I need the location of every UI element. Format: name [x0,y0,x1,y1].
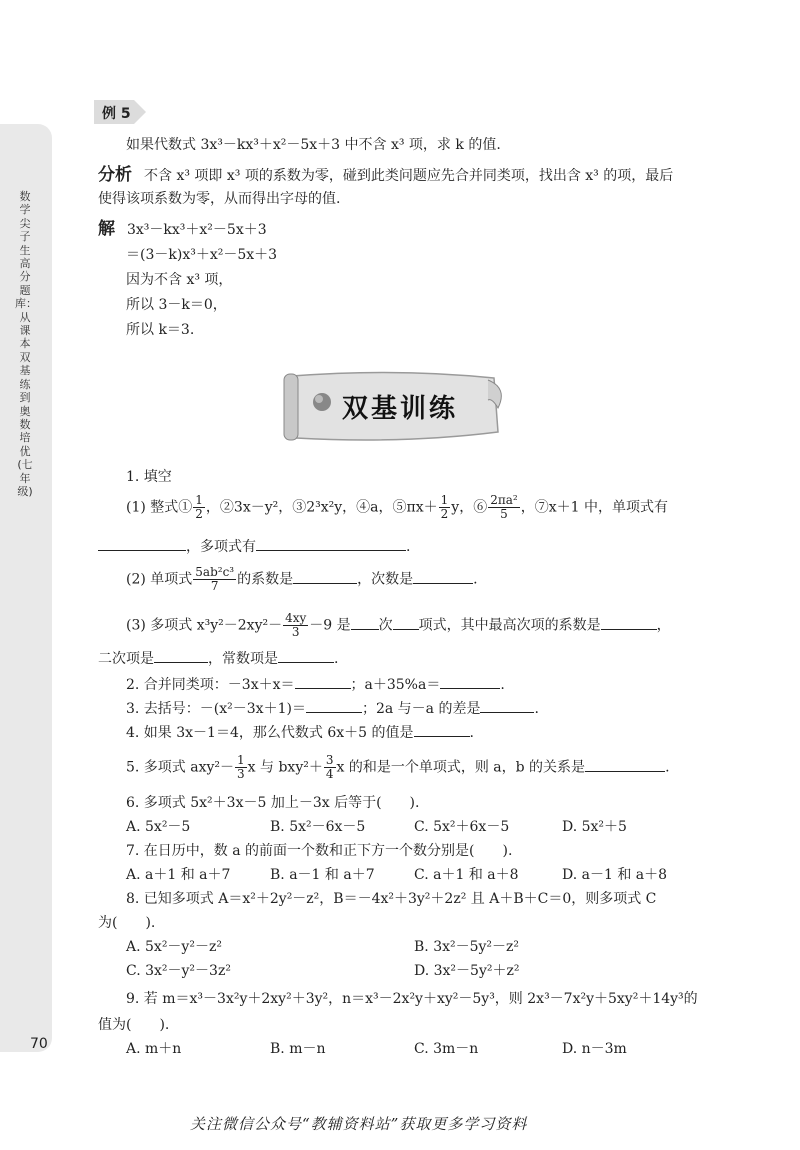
q1-part2 [126,566,478,593]
q1-part3-line2 [98,648,338,668]
q1p1-text-b: ，②3x－y²，③2³x²y，④a，⑤πx＋ [205,499,438,516]
fraction [488,494,520,521]
q1p3-text-g: ，常数项是 [208,651,278,667]
q1p3-text-f: 二次项是 [98,651,154,667]
q3-text-c: . [534,701,539,717]
q2 [126,674,505,694]
q1p2-text-b: 的系数是 [237,571,294,588]
q6-option-a[interactable]: A. 5x²－5 [126,819,191,835]
q1-head: 1. 填空 [126,469,172,485]
q1p3-text-d: 项式，其中最高次项的系数是 [418,617,601,634]
q1p2-text-a: (2) 单项式 [126,571,193,588]
numerator: 1 [237,753,245,767]
solution-text-3: 因为不含 x³ 项， [126,272,233,288]
answer-blank[interactable] [585,757,665,772]
answer-blank[interactable] [351,615,379,630]
answer-blank[interactable] [278,648,334,663]
q6-option-d[interactable]: D. 5x²＋5 [562,819,627,835]
analysis-tag: 分析 [98,165,132,185]
fraction [439,494,451,521]
q6-option-b[interactable]: B. 5x²－6x－5 [270,819,366,835]
q1p1-text-a: (1) 整式① [126,499,193,516]
numerator: 3 [325,753,334,767]
section-title: 双基训练 [342,394,459,424]
fraction [235,754,247,781]
section-banner [282,368,512,448]
analysis-line-1 [98,160,673,185]
answer-blank[interactable] [295,674,351,689]
denominator: 7 [210,579,219,593]
answer-blank[interactable] [601,615,657,630]
footer-watermark: 关注微信公众号“教辅资料站”获取更多学习资料 [190,1115,528,1133]
q7-option-b[interactable]: B. a－1 和 a＋7 [270,867,375,883]
q8-option-a[interactable]: A. 5x²－y²－z² [126,939,222,955]
answer-blank[interactable] [440,674,500,689]
example-question: 如果代数式 3x³－kx³＋x²－5x＋3 中不含 x³ 项，求 k 的值. [126,137,501,153]
fraction [193,494,205,521]
q5-text-a: 5. 多项式 axy²－ [126,759,235,776]
q8-option-d[interactable]: D. 3x²－5y²＋z² [414,963,520,979]
q9-line-1: 9. 若 m＝x³－3x²y＋2xy²＋3y²，n＝x³－2x²y＋xy²－5y³，则 2x³－7x²y＋5xy²＋14y³的 [126,991,698,1007]
page-number: 70 [30,1036,48,1052]
q1-part3-line1 [126,612,671,639]
q1p2-text-c: ，次数是 [357,571,414,588]
q1p3-text-h: . [334,651,339,667]
denominator: 3 [291,625,300,639]
q9-option-d[interactable]: D. n－3m [562,1041,627,1057]
denominator: 2 [195,507,203,521]
example-badge [94,100,146,124]
q1-part1-line2 [98,536,410,556]
q7-option-a[interactable]: A. a＋1 和 a＋7 [126,867,231,883]
q9-line-2: 值为( ). [98,1017,170,1033]
answer-blank[interactable] [98,536,186,551]
answer-blank[interactable] [414,722,470,737]
q1p3-text-a: (3) 多项式 x³y²－2xy²－ [126,617,283,634]
q7-option-d[interactable]: D. a－1 和 a＋8 [562,867,668,883]
answer-blank[interactable] [154,648,208,663]
q2-text-b: ；a＋35%a＝ [350,677,441,693]
q8-line-2: 为( ). [98,915,156,931]
q1-part1-line1 [126,494,668,521]
q7-option-c[interactable]: C. a＋1 和 a＋8 [414,867,519,883]
q4-text-a: 4. 如果 3x－1＝4，那么代数式 6x＋5 的值是 [126,725,414,741]
denominator: 5 [500,507,508,521]
answer-blank[interactable] [480,698,534,713]
q5-text-c: x 的和是一个单项式，则 a，b 的关系是 [336,759,586,776]
numerator: 5ab²c³ [195,565,235,579]
q5 [126,754,670,781]
q1p1-text-d: ，⑦x＋1 中，单项式有 [520,499,668,516]
fraction [193,566,236,593]
analysis-text-2: 使得该项系数为零，从而得出字母的值. [98,191,341,207]
fraction [324,754,336,781]
answer-blank[interactable] [306,698,362,713]
answer-blank[interactable] [413,569,473,584]
q1p3-text-b: －9 是 [309,617,351,634]
q1p3-text-e: ， [656,617,671,634]
q2-text-c: . [500,677,505,693]
book-title-vertical: 数学尖子生高分题库：从课本双基练到奥数培优(七年级) [15,190,37,498]
q9-option-c[interactable]: C. 3m－n [414,1041,479,1057]
q4-text-b: . [469,725,474,741]
q8-option-c[interactable]: C. 3x²－y²－3z² [126,963,231,979]
denominator: 2 [440,507,449,521]
analysis-text-1: 不含 x³ 项即 x³ 项的系数为零，碰到此类问题应先合并同类项，找出含 x³ 的项，最后 [144,168,674,184]
q7: 7. 在日历中，数 a 的前面一个数和正下方一个数分别是( ). [126,843,513,859]
q5-text-b: x 与 bxy²＋ [247,759,323,776]
solution-line-1 [98,214,267,239]
q3 [126,698,539,718]
solution-tag: 解 [98,219,115,239]
denominator: 4 [325,767,334,781]
q2-text-a: 2. 合并同类项：－3x＋x＝ [126,677,295,693]
numerator: 2πa² [490,493,518,507]
example-label: 例 5 [102,106,131,122]
q1p2-text-d: . [473,571,478,588]
q3-text-a: 3. 去括号：－(x²－3x＋1)＝ [126,701,306,717]
numerator: 1 [440,493,449,507]
solution-text-1: 3x³－kx³＋x²－5x＋3 [127,222,267,238]
denominator: 3 [237,767,245,781]
q8-line-1: 8. 已知多项式 A＝x²＋2y²－z²，B＝－4x²＋3y²＋2z² 且 A＋B＋C＝0，则多项式 C [126,891,657,907]
q8-option-b[interactable]: B. 3x²－5y²－z² [414,939,520,955]
q1p1-text-c: y，⑥ [451,499,488,516]
q6: 6. 多项式 5x²＋3x－5 加上－3x 后等于( ). [126,795,420,811]
q3-text-b: ；2a 与－a 的差是 [361,701,481,717]
solution-text-5: 所以 k＝3. [126,322,195,338]
q1p1-text-e: ，多项式有 [186,539,256,555]
numerator: 1 [195,493,203,507]
answer-blank[interactable] [256,536,406,551]
q9-option-b[interactable]: B. m－n [270,1041,326,1057]
numerator: 4xy [285,611,307,625]
q6-option-c[interactable]: C. 5x²＋6x－5 [414,819,510,835]
q1p3-text-c: 次 [378,617,393,634]
q4 [126,722,474,742]
solution-text-2: ＝(3－k)x³＋x²－5x＋3 [126,247,278,263]
answer-blank[interactable] [393,615,419,630]
q5-text-d: . [665,759,670,776]
fraction [283,612,308,639]
q1p1-text-f: . [406,539,411,555]
q9-option-a[interactable]: A. m＋n [126,1041,182,1057]
answer-blank[interactable] [293,569,357,584]
solution-text-4: 所以 3－k＝0， [126,297,227,313]
